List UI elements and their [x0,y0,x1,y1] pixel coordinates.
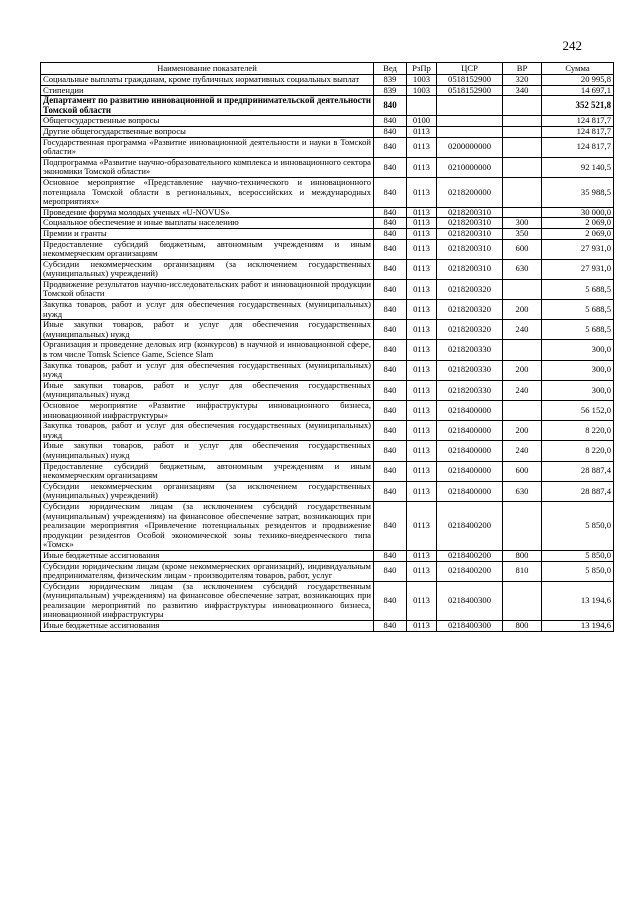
table-row [41,621,614,632]
cell-vr [503,116,542,127]
header-sum: Сумма [542,63,614,75]
cell-csr: 0218400200 [437,550,503,561]
cell-name: Закупка товаров, работ и услуг для обеспечения государственных (муниципальных) нужд [41,421,374,441]
cell-csr: 0218400300 [437,621,503,632]
table-row [41,340,614,360]
cell-csr: 0218200330 [437,360,503,380]
cell-csr [437,126,503,137]
cell-name: Премии и гранты [41,228,374,239]
cell-vr: 340 [503,85,542,96]
table-row [41,401,614,421]
cell-rzpr: 1003 [407,75,437,86]
cell-vr [503,581,542,620]
cell-ved: 840 [374,501,407,550]
cell-csr: 0210000000 [437,157,503,177]
cell-sum: 5 850,0 [542,550,614,561]
cell-rzpr: 0113 [407,228,437,239]
cell-vr [503,501,542,550]
cell-vr: 630 [503,259,542,279]
cell-ved: 840 [374,259,407,279]
table-row [41,177,614,207]
cell-vr: 240 [503,380,542,400]
cell-rzpr: 0113 [407,380,437,400]
cell-rzpr: 1003 [407,85,437,96]
cell-csr: 0218400200 [437,501,503,550]
cell-sum: 2 069,0 [542,228,614,239]
cell-vr: 810 [503,561,542,581]
table-row [41,550,614,561]
table-row [41,441,614,461]
table-row [41,75,614,86]
cell-sum: 20 995,8 [542,75,614,86]
cell-name: Субсидии юридическим лицам (за исключением субсидий государственным (муниципальным) учреждениям) на финансовое обеспечение затрат, возникающих при реализации мероприятия «Привлечение потенциальных резидентов и продвижение продукции резидентов Особой экономической зоны технико-внедренческого типа «Томск» [41,501,374,550]
cell-ved: 839 [374,75,407,86]
cell-sum: 2 069,0 [542,218,614,229]
cell-rzpr: 0113 [407,126,437,137]
table-row-department [41,96,614,116]
cell-sum: 13 194,6 [542,621,614,632]
cell-ved: 840 [374,279,407,299]
cell-ved: 840 [374,380,407,400]
cell-sum: 300,0 [542,360,614,380]
cell-vr: 600 [503,239,542,259]
cell-ved: 840 [374,561,407,581]
cell-name: Департамент по развитию инновационной и предпринимательской деятельности Томской области [41,96,374,116]
cell-vr: 320 [503,75,542,86]
cell-vr: 630 [503,481,542,501]
table-row [41,228,614,239]
cell-name: Другие общегосударственные вопросы [41,126,374,137]
cell-ved: 840 [374,340,407,360]
cell-vr: 200 [503,421,542,441]
cell-vr [503,137,542,157]
cell-name: Основное мероприятие «Представление научно-технического и инновационного потенциала Томской области в региональных, всероссийских и международных мероприятиях» [41,177,374,207]
cell-rzpr: 0113 [407,207,437,218]
cell-ved: 840 [374,96,407,116]
cell-ved: 840 [374,621,407,632]
cell-rzpr: 0100 [407,116,437,127]
cell-rzpr: 0113 [407,340,437,360]
cell-name: Субсидии некоммерческим организациям (за исключением государственных (муниципальных) учреждений) [41,259,374,279]
page-number: 242 [562,38,582,53]
table-row [41,581,614,620]
cell-rzpr: 0113 [407,137,437,157]
table-row [41,157,614,177]
cell-csr: 0218200310 [437,228,503,239]
cell-ved: 840 [374,581,407,620]
cell-sum: 56 152,0 [542,401,614,421]
cell-ved: 840 [374,157,407,177]
cell-ved: 840 [374,401,407,421]
cell-sum: 13 194,6 [542,581,614,620]
table-row [41,85,614,96]
cell-rzpr: 0113 [407,421,437,441]
table-row [41,116,614,127]
cell-sum: 35 988,5 [542,177,614,207]
cell-ved: 840 [374,126,407,137]
cell-csr: 0218200310 [437,207,503,218]
cell-csr: 0218200330 [437,380,503,400]
cell-csr: 0218400000 [437,481,503,501]
cell-vr: 800 [503,550,542,561]
cell-name: Закупка товаров, работ и услуг для обеспечения государственных (муниципальных) нужд [41,300,374,320]
cell-ved: 840 [374,116,407,127]
cell-csr: 0218400200 [437,561,503,581]
cell-name: Организация и проведение деловых игр (конкурсов) в научной и инновационной сфере, в том числе Tomsk Science Game, Science Slam [41,340,374,360]
cell-vr: 200 [503,360,542,380]
cell-ved: 840 [374,300,407,320]
cell-ved: 840 [374,320,407,340]
cell-rzpr [407,96,437,116]
cell-csr [437,96,503,116]
cell-name: Государственная программа «Развитие инновационной деятельности и науки в Томской области» [41,137,374,157]
cell-vr [503,177,542,207]
cell-vr [503,96,542,116]
cell-rzpr: 0113 [407,218,437,229]
cell-csr: 0218400000 [437,461,503,481]
table-row [41,360,614,380]
table-row [41,126,614,137]
cell-name: Продвижение результатов научно-исследовательских работ и инновационной продукции Томской области [41,279,374,299]
cell-vr [503,126,542,137]
cell-ved: 840 [374,207,407,218]
cell-vr: 800 [503,621,542,632]
cell-sum: 5 688,5 [542,279,614,299]
cell-rzpr: 0113 [407,259,437,279]
cell-name: Проведение форума молодых ученых «U-NOVUS» [41,207,374,218]
cell-vr: 300 [503,218,542,229]
cell-name: Иные закупки товаров, работ и услуг для обеспечения государственных (муниципальных) нужд [41,320,374,340]
cell-csr: 0218200320 [437,279,503,299]
cell-name: Иные закупки товаров, работ и услуг для обеспечения государственных (муниципальных) нужд [41,380,374,400]
cell-sum: 27 931,0 [542,239,614,259]
cell-sum: 14 697,1 [542,85,614,96]
cell-csr: 0218400000 [437,421,503,441]
cell-rzpr: 0113 [407,581,437,620]
cell-sum: 5 850,0 [542,561,614,581]
cell-name: Социальное обеспечение и иные выплаты населению [41,218,374,229]
cell-rzpr: 0113 [407,239,437,259]
cell-sum: 5 688,5 [542,320,614,340]
cell-rzpr: 0113 [407,501,437,550]
table-row [41,561,614,581]
table-row [41,239,614,259]
cell-csr: 0218200310 [437,218,503,229]
cell-vr [503,401,542,421]
cell-rzpr: 0113 [407,360,437,380]
cell-rzpr: 0113 [407,300,437,320]
table-body [41,75,614,632]
cell-csr: 0518152900 [437,75,503,86]
cell-vr: 600 [503,461,542,481]
cell-rzpr: 0113 [407,461,437,481]
table-row [41,320,614,340]
cell-csr: 0218200310 [437,259,503,279]
cell-ved: 840 [374,228,407,239]
cell-ved: 840 [374,177,407,207]
cell-csr: 0218400000 [437,441,503,461]
cell-ved: 840 [374,461,407,481]
cell-csr: 0518152900 [437,85,503,96]
cell-vr: 350 [503,228,542,239]
table-row [41,481,614,501]
cell-name: Стипендии [41,85,374,96]
cell-vr: 200 [503,300,542,320]
cell-ved: 840 [374,239,407,259]
cell-sum: 300,0 [542,340,614,360]
header-rzpr: РзПр [407,63,437,75]
cell-sum: 8 220,0 [542,441,614,461]
table-row [41,421,614,441]
cell-rzpr: 0113 [407,157,437,177]
cell-sum: 30 000,0 [542,207,614,218]
table-row [41,501,614,550]
cell-ved: 840 [374,441,407,461]
cell-name: Субсидии некоммерческим организациям (за исключением государственных (муниципальных) учреждений) [41,481,374,501]
cell-sum: 5 850,0 [542,501,614,550]
cell-ved: 839 [374,85,407,96]
cell-name: Иные закупки товаров, работ и услуг для обеспечения государственных (муниципальных) нужд [41,441,374,461]
cell-rzpr: 0113 [407,441,437,461]
table-row [41,259,614,279]
cell-csr: 0218200320 [437,320,503,340]
cell-vr [503,207,542,218]
cell-rzpr: 0113 [407,401,437,421]
table-row [41,461,614,481]
cell-name: Закупка товаров, работ и услуг для обеспечения государственных (муниципальных) нужд [41,360,374,380]
cell-sum: 5 688,5 [542,300,614,320]
cell-rzpr: 0113 [407,177,437,207]
cell-name: Социальные выплаты гражданам, кроме публичных нормативных социальных выплат [41,75,374,86]
header-name: Наименование показателей [41,63,374,75]
cell-name: Предоставление субсидий бюджетным, автономным учреждениям и иным некоммерческим организациям [41,461,374,481]
cell-ved: 840 [374,550,407,561]
cell-sum: 352 521,8 [542,96,614,116]
cell-rzpr: 0113 [407,481,437,501]
cell-sum: 92 140,5 [542,157,614,177]
table-row [41,380,614,400]
cell-sum: 124 817,7 [542,116,614,127]
header-csr: ЦСР [437,63,503,75]
cell-name: Общегосударственные вопросы [41,116,374,127]
cell-sum: 300,0 [542,380,614,400]
cell-sum: 124 817,7 [542,126,614,137]
cell-rzpr: 0113 [407,621,437,632]
cell-csr: 0218400300 [437,581,503,620]
table-row [41,279,614,299]
cell-csr: 0218200000 [437,177,503,207]
cell-rzpr: 0113 [407,320,437,340]
cell-name: Основное мероприятие «Развитие инфраструктуры инновационного бизнеса, инновационной инфраструктуры» [41,401,374,421]
cell-rzpr: 0113 [407,550,437,561]
cell-ved: 840 [374,421,407,441]
cell-csr: 0218200330 [437,340,503,360]
cell-vr: 240 [503,441,542,461]
cell-csr: 0200000000 [437,137,503,157]
cell-csr: 0218200310 [437,239,503,259]
budget-table [40,62,614,632]
cell-name: Предоставление субсидий бюджетным, автономным учреждениям и иным некоммерческим организациям [41,239,374,259]
cell-ved: 840 [374,218,407,229]
cell-ved: 840 [374,481,407,501]
table-row [41,300,614,320]
table-row [41,218,614,229]
cell-sum: 27 931,0 [542,259,614,279]
table-row [41,137,614,157]
cell-sum: 124 817,7 [542,137,614,157]
cell-name: Субсидии юридическим лицам (за исключением субсидий государственным (муниципальным) учреждениям) на финансовое обеспечение затрат, возникающих при реализации мероприятий по развитию инфраструктуры инновационного бизнеса, инновационной инфраструктуры [41,581,374,620]
cell-vr [503,340,542,360]
cell-rzpr: 0113 [407,279,437,299]
cell-name: Субсидии юридическим лицам (кроме некоммерческих организаций), индивидуальным предпринимателям, физическим лицам - производителям товаров, работ, услуг [41,561,374,581]
cell-csr: 0218400000 [437,401,503,421]
cell-sum: 8 220,0 [542,421,614,441]
cell-name: Иные бюджетные ассигнования [41,550,374,561]
table-header-row [41,63,614,75]
cell-csr: 0218200320 [437,300,503,320]
cell-vr [503,157,542,177]
cell-sum: 28 887,4 [542,481,614,501]
table-row [41,207,614,218]
header-ved: Вед [374,63,407,75]
cell-vr: 240 [503,320,542,340]
cell-name: Подпрограмма «Развитие научно-образовательного комплекса и инновационного сектора экономики Томской области» [41,157,374,177]
cell-vr [503,279,542,299]
cell-ved: 840 [374,137,407,157]
header-vr: ВР [503,63,542,75]
cell-ved: 840 [374,360,407,380]
cell-rzpr: 0113 [407,561,437,581]
cell-name: Иные бюджетные ассигнования [41,621,374,632]
cell-sum: 28 887,4 [542,461,614,481]
cell-csr [437,116,503,127]
